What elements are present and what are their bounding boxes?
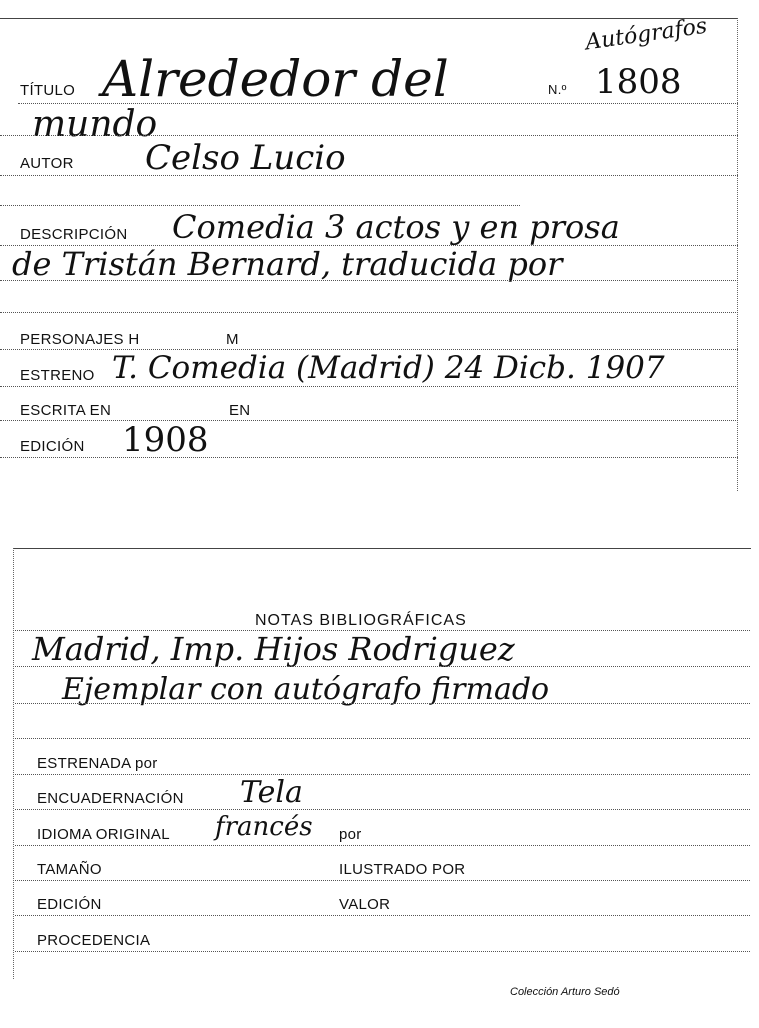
- idioma-line: [15, 845, 750, 846]
- blank-line: [0, 205, 520, 206]
- edicion-label: EDICIÓN: [20, 438, 85, 455]
- ilustrado-label: ILUSTRADO POR: [339, 861, 466, 878]
- encuadernacion-line: [15, 809, 750, 810]
- titulo-value-line2: mundo: [32, 104, 158, 145]
- estrenada-label: ESTRENADA por: [37, 755, 158, 772]
- descripcion-line2: [0, 280, 738, 281]
- idioma-value: francés: [215, 812, 313, 842]
- encuadernacion-label: ENCUADERNACIÓN: [37, 790, 184, 807]
- procedencia-line: [15, 951, 750, 952]
- edicion2-label: EDICIÓN: [37, 896, 102, 913]
- titulo-line2: [0, 135, 738, 136]
- edicion2-line: [15, 915, 750, 916]
- corner-note: Autógrafos: [583, 13, 709, 56]
- notas-value-line2: Ejemplar con autógrafo firmado: [62, 672, 550, 707]
- edicion-line: [0, 457, 738, 458]
- notas-line3: [15, 738, 750, 739]
- autor-line: [0, 175, 738, 176]
- idioma-label: IDIOMA ORIGINAL: [37, 826, 170, 843]
- descripcion-value-line1: Comedia 3 actos y en prosa: [172, 208, 620, 246]
- notas-line1: [15, 666, 750, 667]
- titulo-label: TÍTULO: [20, 82, 76, 99]
- encuadernacion-value: Tela: [240, 775, 303, 810]
- titulo-value-line1: Alrededor del: [102, 50, 449, 108]
- tamano-label: TAMAÑO: [37, 861, 102, 878]
- estrenada-line: [15, 774, 750, 775]
- estreno-value: T. Comedia (Madrid) 24 Dicb. 1907: [112, 350, 665, 386]
- collection-footer: Colección Arturo Sedó: [510, 986, 620, 998]
- notas-heading: NOTAS BIBLIOGRÁFICAS: [255, 612, 467, 629]
- personajes-label: PERSONAJES H: [20, 331, 140, 348]
- idioma-por-label: por: [339, 826, 362, 843]
- notas-line2: [15, 703, 750, 704]
- escrita-label: ESCRITA EN: [20, 402, 112, 419]
- edicion-value: 1908: [122, 420, 209, 460]
- descripcion-line3: [0, 312, 738, 313]
- tamano-line: [15, 880, 750, 881]
- numero-label: N.º: [548, 82, 567, 97]
- descripcion-label: DESCRIPCIÓN: [20, 226, 128, 243]
- autor-label: AUTOR: [20, 155, 74, 172]
- autor-value: Celso Lucio: [145, 138, 346, 178]
- escrita-en-label: EN: [229, 402, 251, 419]
- escrita-line: [0, 420, 738, 421]
- procedencia-label: PROCEDENCIA: [37, 932, 151, 949]
- estreno-line: [0, 386, 738, 387]
- notas-value-line1: Madrid, Imp. Hijos Rodriguez: [32, 630, 515, 668]
- personajes-m-label: M: [226, 331, 239, 348]
- estreno-label: ESTRENO: [20, 367, 95, 384]
- valor-label: VALOR: [339, 896, 391, 913]
- numero-value: 1808: [595, 62, 682, 102]
- descripcion-value-line2: de Tristán Bernard, traducida por: [12, 245, 563, 283]
